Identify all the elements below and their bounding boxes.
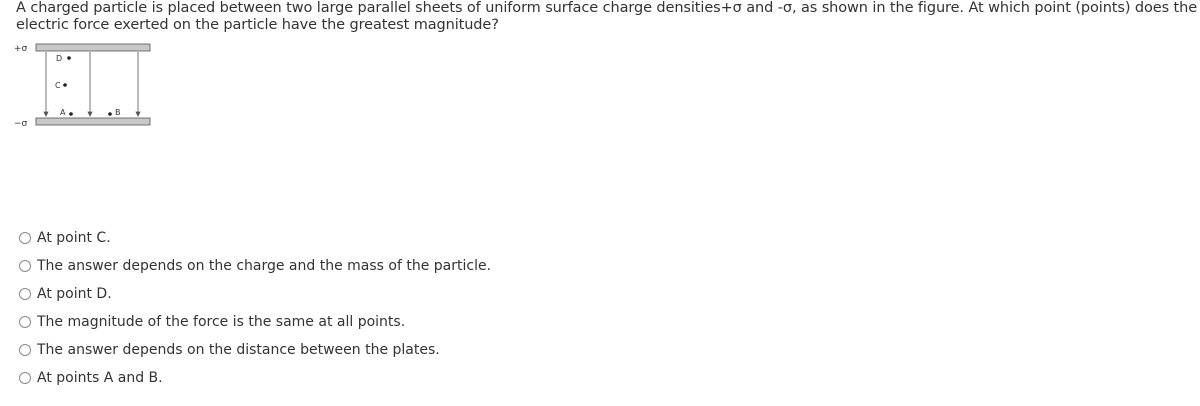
negative-sheet — [36, 118, 150, 125]
option-label: At point C. — [37, 230, 111, 246]
option-label: The answer depends on the charge and the mass of the particle. — [37, 258, 492, 274]
answer-options — [19, 224, 491, 392]
radio-button[interactable] — [19, 260, 31, 272]
option-at-point-d[interactable] — [19, 280, 491, 308]
radio-button[interactable] — [19, 316, 31, 328]
point-b-dot — [108, 112, 112, 116]
top-sheet-label: +σ — [14, 44, 28, 54]
positive-sheet — [36, 44, 150, 51]
radio-button[interactable] — [19, 372, 31, 384]
option-label: The magnitude of the force is the same at all points. — [37, 314, 406, 330]
radio-button[interactable] — [19, 344, 31, 356]
point-d-label: D — [56, 54, 63, 63]
option-depends-on-distance[interactable] — [19, 336, 491, 364]
field-arrow — [136, 112, 140, 116]
parallel-plates-figure — [14, 38, 154, 130]
point-a-label: A — [60, 108, 66, 117]
point-c-label: C — [55, 81, 61, 90]
option-label: At points A and B. — [37, 370, 163, 386]
option-at-points-a-and-b[interactable] — [19, 364, 491, 392]
radio-button[interactable] — [19, 232, 31, 244]
option-at-point-c[interactable] — [19, 224, 491, 252]
option-label: At point D. — [37, 286, 112, 302]
option-depends-on-charge-and-mass[interactable] — [19, 252, 491, 280]
point-b-label: B — [115, 108, 121, 117]
point-d-dot — [67, 56, 71, 60]
field-arrow — [44, 112, 48, 116]
point-a-dot — [69, 112, 73, 116]
field-arrow — [88, 112, 92, 116]
option-label: The answer depends on the distance between the plates. — [37, 342, 440, 358]
question-text: A charged particle is placed between two large parallel sheets of uniform surface charge densities+σ and -σ, as shown in the figure. At which point (points) does the electric force exerted on the particle have the greatest magnitude? — [16, 0, 1198, 33]
point-c-dot — [63, 83, 67, 87]
option-same-at-all-points[interactable] — [19, 308, 491, 336]
bottom-sheet-label: −σ — [14, 119, 28, 129]
radio-button[interactable] — [19, 288, 31, 300]
